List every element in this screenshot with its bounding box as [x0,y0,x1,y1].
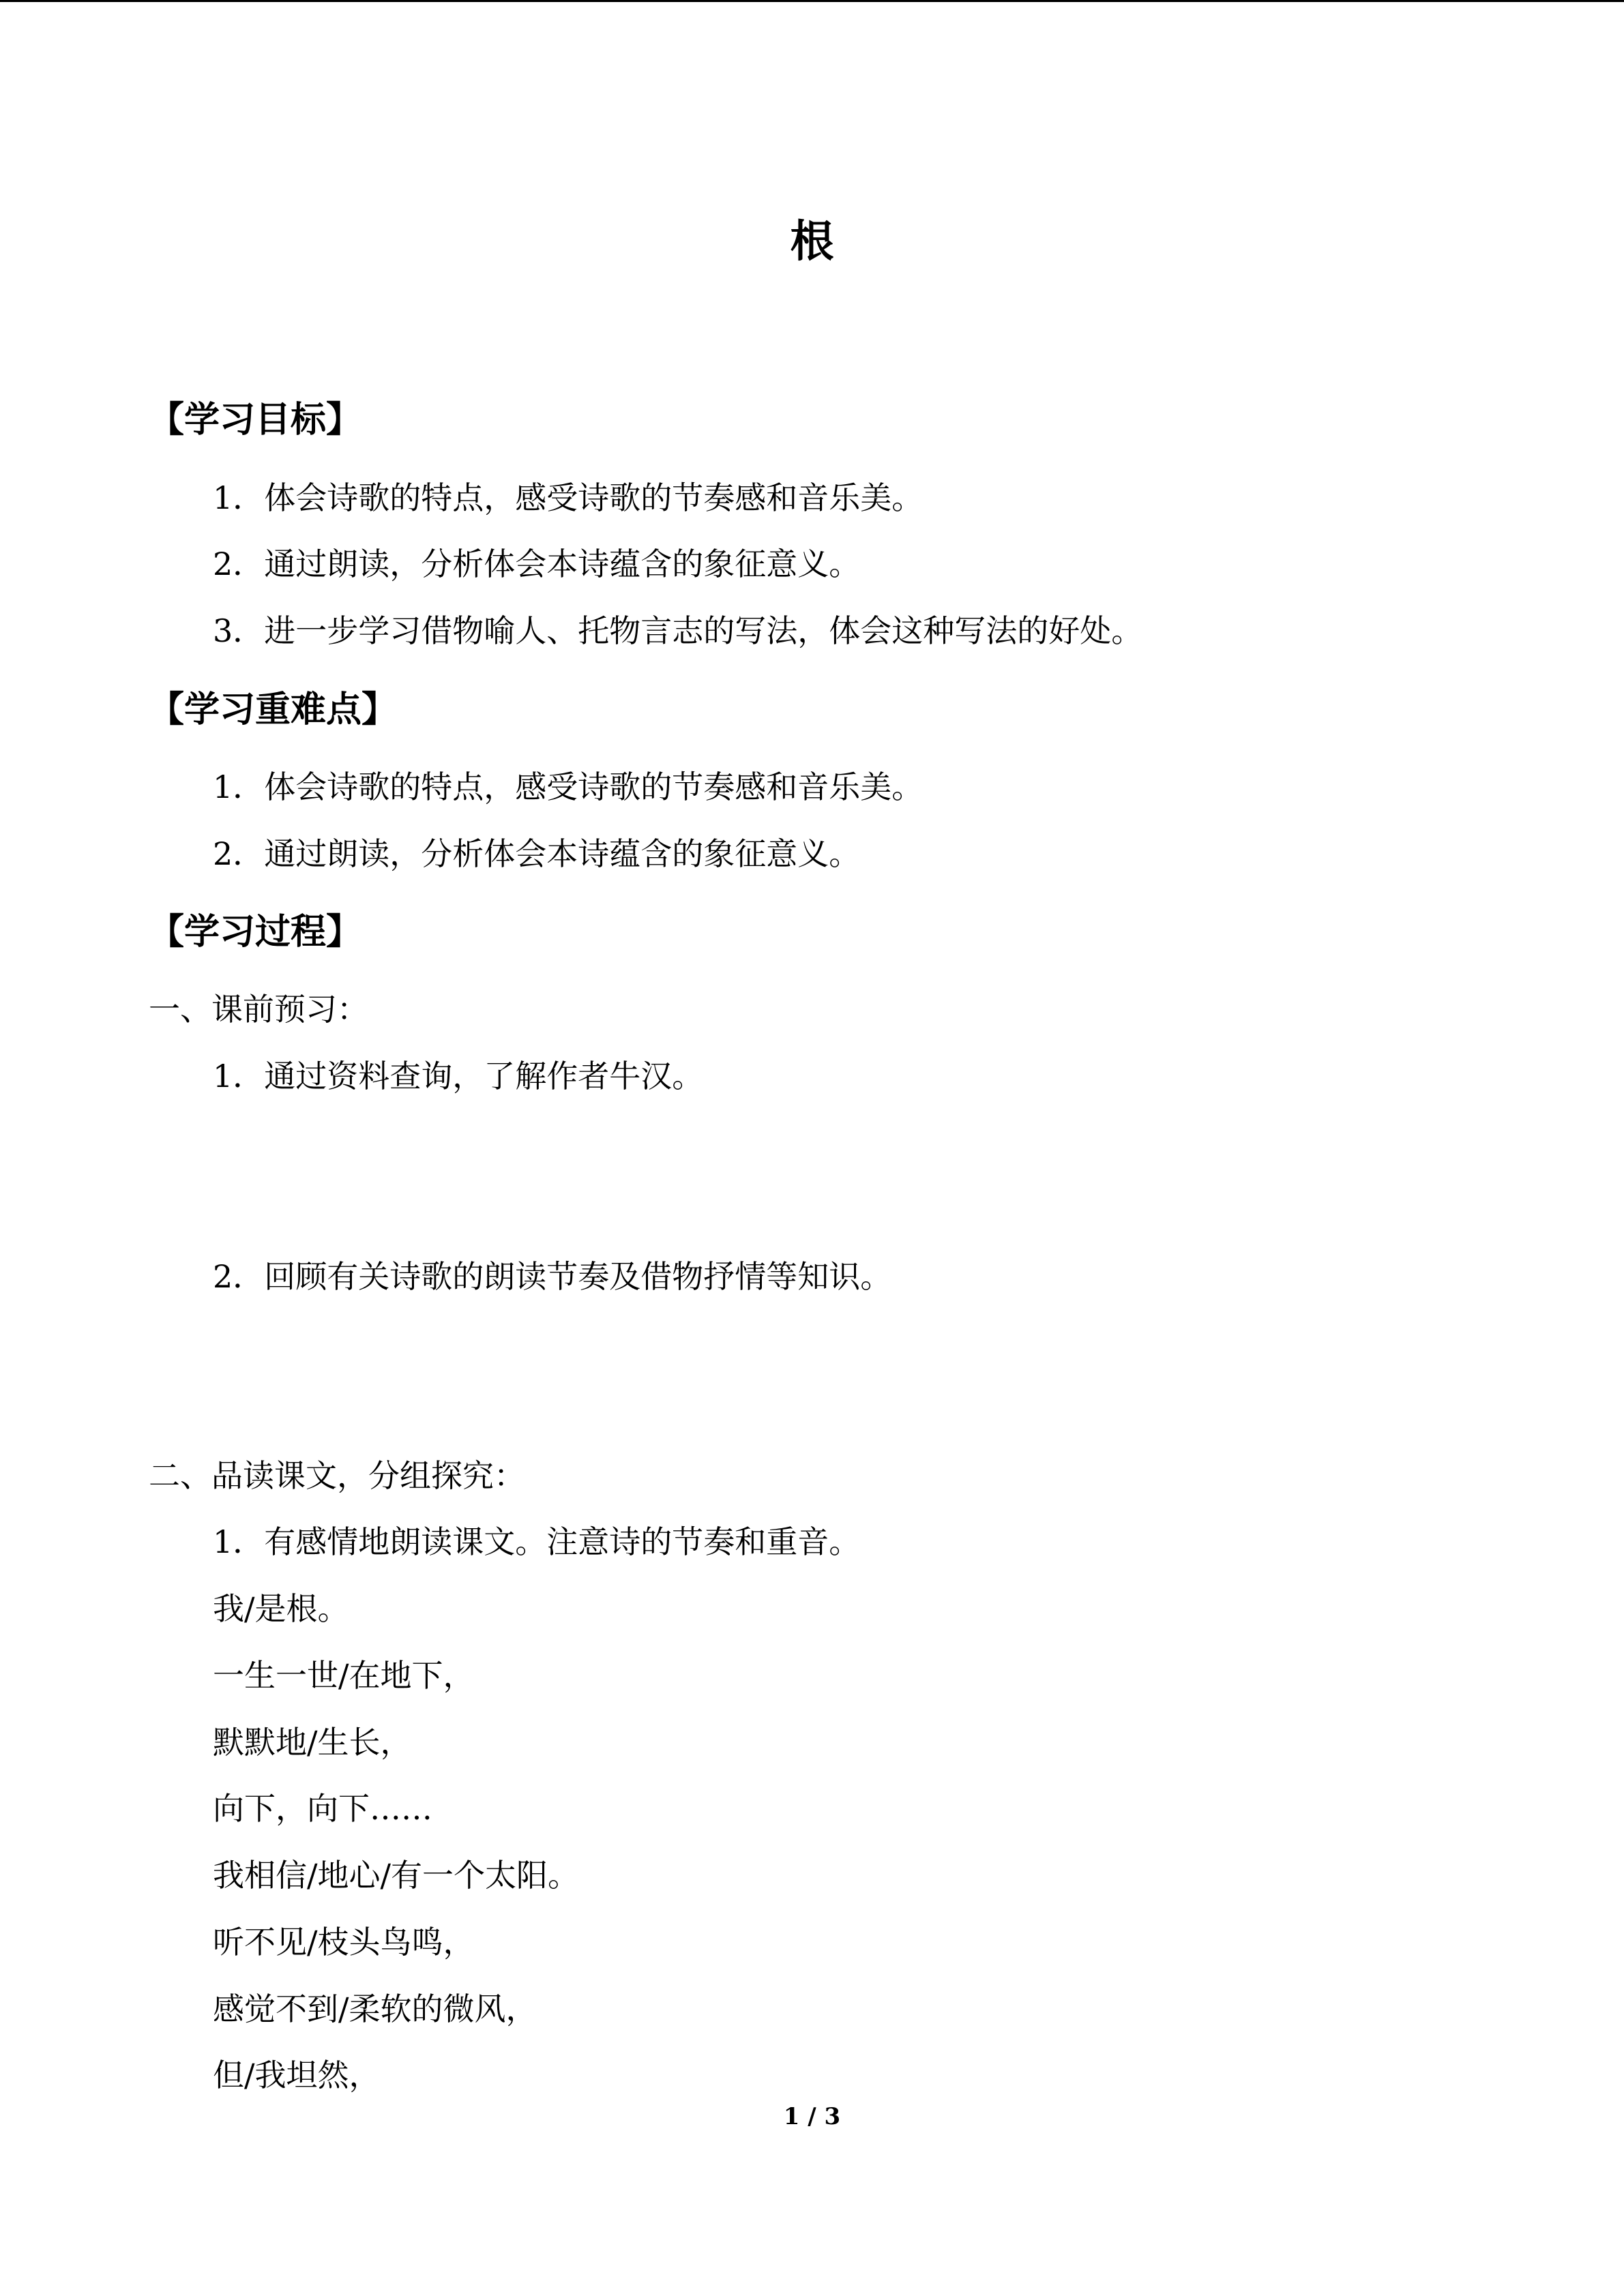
preview-item: 2．回顾有关诗歌的朗读节奏及借物抒情等知识。 [213,1258,892,1295]
page-title: 根 [790,216,834,267]
poem-line: 感觉不到/柔软的微风， [213,1991,537,2027]
section-heading-key-points: 【学习重难点】 [149,689,398,730]
process-part1-title: 一、课前预习： [149,991,368,1028]
poem-line: 默默地/生长， [213,1724,412,1761]
poem-line: 我相信/地心/有一个太阳。 [213,1857,579,1894]
poem-line: 我/是根。 [213,1590,349,1627]
poem-line: 向下，向下…… [213,1790,432,1827]
reading-instruction: 1．有感情地朗读课文。注意诗的节奏和重音。 [213,1523,861,1560]
poem-line: 听不见/枝头鸟鸣， [213,1924,475,1960]
poem-line: 一生一世/在地下， [213,1657,475,1694]
top-border-rule [0,0,1624,2]
preview-item: 1．通过资料查询，了解作者牛汉。 [213,1058,704,1094]
process-part2-title: 二、品读课文，分组探究： [149,1457,525,1494]
objective-item: 3．进一步学习借物喻人、托物言志的写法，体会这种写法的好处。 [213,612,1143,649]
section-heading-process: 【学习过程】 [149,911,362,953]
objective-item: 1．体会诗歌的特点，感受诗歌的节奏感和音乐美。 [213,479,924,516]
poem-line: 但/我坦然， [213,2057,381,2093]
page-number: 1 / 3 [783,2103,841,2130]
objective-item: 2．通过朗读，分析体会本诗蕴含的象征意义。 [213,546,861,582]
key-point-item: 2．通过朗读，分析体会本诗蕴含的象征意义。 [213,835,861,872]
section-heading-objectives: 【学习目标】 [149,399,362,441]
key-point-item: 1．体会诗歌的特点，感受诗歌的节奏感和音乐美。 [213,769,924,805]
